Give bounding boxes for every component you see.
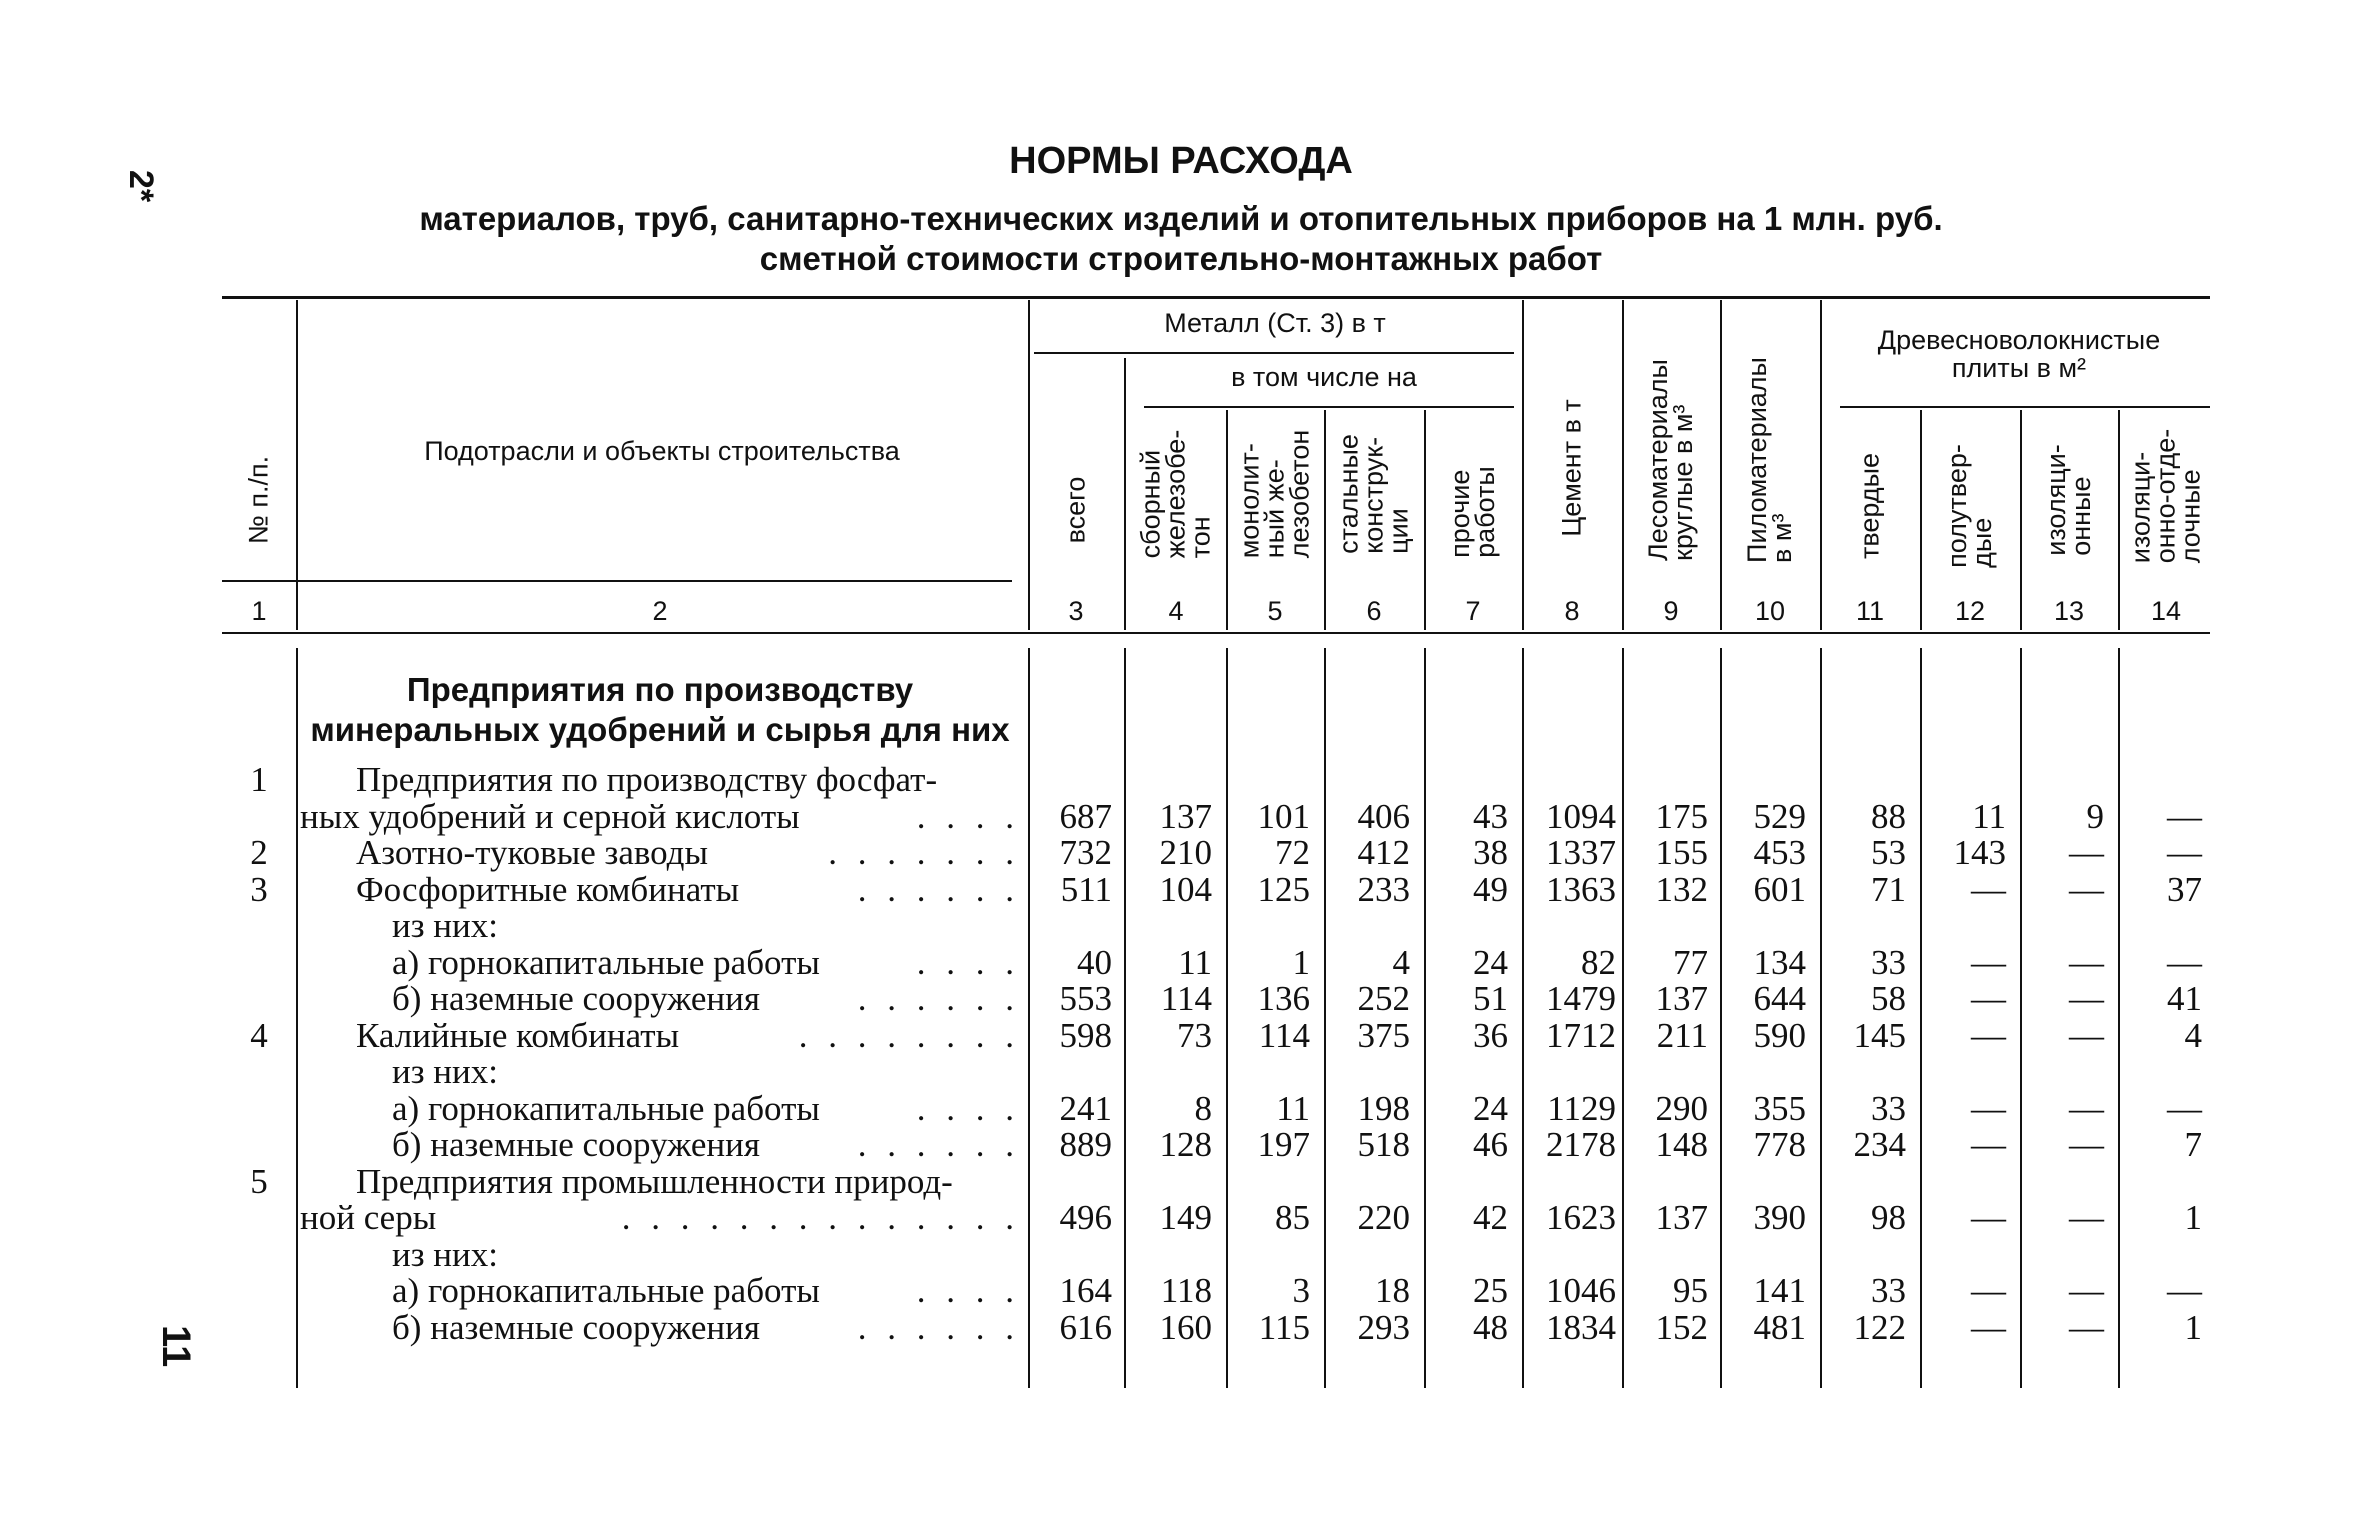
table-cell: 4: [2184, 1015, 2202, 1055]
row-number: 3: [250, 869, 268, 909]
row-name: ной серы: [300, 1198, 437, 1237]
section-title: Предприятия по производству минеральных удобрений и сырья для них: [310, 671, 1010, 748]
table-cell: 1363: [1546, 869, 1616, 909]
leader-dots: . . . .: [916, 942, 1020, 982]
table-cell: 241: [1059, 1088, 1112, 1128]
column-number: 12: [1954, 596, 1986, 626]
table-cell: 114: [1160, 979, 1212, 1018]
table-cell: 46: [1473, 1125, 1508, 1164]
table-cell: 1: [1292, 942, 1310, 982]
table-cell: 375: [1357, 1015, 1410, 1055]
table-cell: —: [2167, 796, 2202, 836]
subgroup-label: из них:: [392, 1052, 498, 1091]
table-cell: 137: [1159, 796, 1212, 836]
table-cell: 101: [1257, 796, 1310, 836]
table-cell: 11: [1276, 1088, 1310, 1128]
table-cell: —: [2167, 1271, 2202, 1310]
table-cell: 137: [1655, 1198, 1708, 1237]
table-cell: 72: [1275, 833, 1310, 872]
leader-dots: . . . . . . . . . . . . . .: [621, 1198, 1020, 1237]
table-cell: 85: [1275, 1198, 1310, 1237]
table-cell: 616: [1059, 1307, 1112, 1347]
table-cell: 234: [1853, 1125, 1906, 1164]
table-cell: 149: [1159, 1198, 1212, 1237]
row-name: а) горнокапитальные работы: [392, 1271, 820, 1310]
table-cell: —: [2069, 979, 2104, 1018]
row-name: Фосфоритные комбинаты: [356, 869, 740, 909]
table-cell: 37: [2167, 869, 2202, 909]
table-cell: 36: [1473, 1015, 1508, 1055]
column-number: 4: [1168, 596, 1184, 626]
table-cell: 18: [1375, 1271, 1410, 1310]
table-cell: 481: [1753, 1307, 1806, 1347]
table-cell: 118: [1160, 1271, 1212, 1310]
table-cell: 1046: [1546, 1271, 1616, 1310]
table-cell: 7: [2184, 1125, 2202, 1164]
header-semihard: полутвер- дые: [1942, 444, 1997, 568]
table-cell: —: [2069, 1125, 2104, 1164]
table-cell: 137: [1655, 979, 1708, 1018]
row-name: а) горнокапитальные работы: [392, 1088, 820, 1128]
table-cell: —: [2069, 833, 2104, 872]
table-cell: —: [1971, 1088, 2006, 1128]
table-cell: 8: [1194, 1088, 1212, 1128]
table-cell: 553: [1059, 979, 1112, 1018]
column-number: 11: [1855, 596, 1885, 626]
table-cell: —: [2069, 1015, 2104, 1055]
table-cell: 40: [1077, 942, 1112, 982]
table-cell: 141: [1753, 1271, 1806, 1310]
row-name: б) наземные сооружения: [392, 1307, 760, 1347]
table-cell: 122: [1853, 1307, 1906, 1347]
column-number: 1: [251, 596, 267, 626]
header-metal-group: Металл (Ст. 3) в т: [1164, 308, 1386, 338]
row-name: б) наземные сооружения: [392, 1125, 760, 1164]
column-number: 2: [652, 596, 668, 626]
table-cell: —: [2069, 1198, 2104, 1237]
table-cell: —: [1971, 942, 2006, 982]
table-cell: 164: [1059, 1271, 1112, 1310]
subtitle-line-2: сметной стоимости строительно-монтажных работ: [759, 240, 1603, 277]
header-round-timber: Лесоматериалы круглые в м³: [1643, 359, 1698, 561]
table-cell: 598: [1059, 1015, 1112, 1055]
table-cell: 293: [1357, 1307, 1410, 1347]
subtitle-line-1: материалов, труб, санитарно-технических изделий и отопительных приборов на 1 млн. руб.: [419, 200, 1943, 237]
table-cell: 233: [1357, 869, 1410, 909]
table-cell: 453: [1753, 833, 1806, 872]
table-cell: 77: [1673, 942, 1708, 982]
header-sawn-timber: Пиломатериалы в м³: [1742, 357, 1797, 563]
column-number: 14: [2150, 596, 2182, 626]
table-cell: 390: [1753, 1198, 1806, 1237]
table-cell: 11: [1178, 942, 1212, 982]
table-cell: 98: [1871, 1198, 1906, 1237]
page-title: НОРМЫ РАСХОДА: [1009, 140, 1353, 182]
table-cell: —: [2167, 942, 2202, 982]
header-total: всего: [1060, 476, 1091, 544]
header-insul-finish: изоляци- онно-отде- лочные: [2125, 428, 2206, 564]
table-cell: 9: [2086, 796, 2104, 836]
table-cell: 125: [1257, 869, 1310, 909]
column-number: 3: [1068, 596, 1084, 626]
table-cell: 518: [1357, 1125, 1410, 1164]
table-cell: 889: [1059, 1125, 1112, 1164]
table-cell: 4: [1392, 942, 1410, 982]
row-number: 2: [250, 833, 268, 872]
header-hard: твердые: [1854, 453, 1885, 559]
table-cell: —: [2069, 1307, 2104, 1347]
table-cell: —: [1971, 1125, 2006, 1164]
leader-dots: . . . . . .: [857, 869, 1020, 909]
table-cell: —: [2069, 942, 2104, 982]
table-cell: 3: [1292, 1271, 1310, 1310]
table-cell: 25: [1473, 1271, 1508, 1310]
table-cell: 42: [1473, 1198, 1508, 1237]
table-cell: 211: [1656, 1015, 1708, 1055]
table-cell: —: [2069, 869, 2104, 909]
table-cell: 58: [1871, 979, 1906, 1018]
leader-dots: . . . . . .: [857, 979, 1020, 1018]
leader-dots: . . . . . . .: [828, 833, 1020, 872]
table-cell: 71: [1871, 869, 1906, 909]
row-name: ных удобрений и серной кислоты: [300, 796, 800, 836]
table-cell: 114: [1258, 1015, 1310, 1055]
column-number: 13: [2053, 596, 2085, 626]
header-metal-subgroup: в том числе на: [1231, 362, 1417, 392]
table-cell: 1: [2184, 1307, 2202, 1347]
row-name: Калийные комбинаты: [356, 1015, 680, 1055]
table-cell: 778: [1753, 1125, 1806, 1164]
table-cell: —: [1971, 1015, 2006, 1055]
table-cell: 1712: [1546, 1015, 1616, 1055]
table-cell: 115: [1258, 1307, 1310, 1347]
table-cell: 198: [1357, 1088, 1410, 1128]
table-cell: —: [2069, 1271, 2104, 1310]
table-cell: 496: [1059, 1198, 1112, 1237]
row-number: 5: [250, 1161, 268, 1201]
table-cell: 175: [1655, 796, 1708, 836]
header-fiber-group: Древесноволокнистые плиты в м²: [1877, 325, 2161, 383]
column-number: 8: [1564, 596, 1580, 626]
table-cell: 155: [1655, 833, 1708, 872]
table-cell: —: [1971, 1198, 2006, 1237]
subgroup-label: из них:: [392, 906, 498, 945]
table-cell: 104: [1159, 869, 1212, 909]
table-cell: 220: [1357, 1198, 1410, 1237]
row-name: а) горнокапитальные работы: [392, 942, 820, 982]
table-cell: 590: [1753, 1015, 1806, 1055]
table-cell: 1129: [1547, 1088, 1616, 1128]
table-cell: 43: [1473, 796, 1508, 836]
table-cell: 134: [1753, 942, 1806, 982]
table-cell: 687: [1059, 796, 1112, 836]
header-col-sub: Подотрасли и объекты строительства: [424, 436, 900, 466]
table-cell: 412: [1357, 833, 1410, 872]
table-cell: —: [1971, 979, 2006, 1018]
table-cell: 732: [1059, 833, 1112, 872]
table-cell: 49: [1473, 869, 1508, 909]
table-cell: 143: [1953, 833, 2006, 872]
table-cell: 128: [1159, 1125, 1212, 1164]
table-cell: 11: [1972, 796, 2006, 836]
table-cell: 1094: [1546, 796, 1616, 836]
table-cell: 24: [1473, 1088, 1508, 1128]
column-number: 5: [1267, 596, 1283, 626]
table-cell: 290: [1655, 1088, 1708, 1128]
leader-dots: . . . .: [916, 796, 1020, 836]
table-cell: 1: [2184, 1198, 2202, 1237]
table-cell: 38: [1473, 833, 1508, 872]
table-cell: —: [2167, 833, 2202, 872]
column-number: 7: [1465, 596, 1481, 626]
table-cell: 601: [1753, 869, 1806, 909]
table-cell: 95: [1673, 1271, 1708, 1310]
header-steel: стальные конструк- ции: [1333, 434, 1414, 554]
table-cell: 210: [1159, 833, 1212, 872]
header-monolith: монолит- ный же- лезобетон: [1234, 429, 1315, 559]
table-cell: 145: [1853, 1015, 1906, 1055]
table-cell: 1623: [1546, 1198, 1616, 1237]
table-cell: 511: [1060, 869, 1112, 909]
table-cell: 529: [1753, 796, 1806, 836]
table-cell: 33: [1871, 1088, 1906, 1128]
table-cell: 136: [1257, 979, 1310, 1018]
table-cell: 2178: [1546, 1125, 1616, 1164]
row-number: 4: [250, 1015, 268, 1055]
table-cell: 355: [1753, 1088, 1806, 1128]
leader-dots: . . . .: [916, 1088, 1020, 1128]
margin-page-bottom: 11: [154, 1325, 198, 1368]
row-name-line1: Предприятия по производству фосфат-: [356, 760, 938, 799]
header-other: прочие работы: [1445, 466, 1500, 558]
table-cell: 197: [1257, 1125, 1310, 1164]
header-cement: Цемент в т: [1556, 399, 1587, 537]
row-name: б) наземные сооружения: [392, 979, 760, 1018]
table-cell: 1337: [1546, 833, 1616, 872]
margin-page-number: 2*: [122, 170, 160, 203]
subgroup-label: из них:: [392, 1234, 498, 1274]
header-prefab: сборный железобе- тон: [1135, 429, 1216, 559]
table-cell: 644: [1753, 979, 1806, 1018]
table-cell: 1834: [1546, 1307, 1616, 1347]
leader-dots: . . . . . .: [857, 1125, 1020, 1164]
row-number: 1: [250, 760, 268, 799]
column-number: 10: [1754, 596, 1786, 626]
table-cell: —: [2167, 1088, 2202, 1128]
row-name-line1: Предприятия промышленности природ-: [356, 1161, 953, 1201]
leader-dots: . . . .: [916, 1271, 1020, 1310]
column-number: 9: [1663, 596, 1679, 626]
column-number: 6: [1366, 596, 1382, 626]
table-cell: 160: [1159, 1307, 1212, 1347]
table-cell: —: [1971, 869, 2006, 909]
header-col-num: № п./п.: [243, 455, 274, 545]
table-cell: 406: [1357, 796, 1410, 836]
header-insulating: изоляци- онные: [2041, 444, 2096, 556]
table-cell: 82: [1581, 942, 1616, 982]
table-cell: 252: [1357, 979, 1410, 1018]
leader-dots: . . . . . . . .: [798, 1015, 1020, 1055]
table-cell: 33: [1871, 1271, 1906, 1310]
row-name: Азотно-туковые заводы: [356, 833, 708, 872]
table-cell: 132: [1655, 869, 1708, 909]
table-cell: 48: [1473, 1307, 1508, 1347]
leader-dots: . . . . . .: [857, 1307, 1020, 1347]
table-cell: —: [1971, 1307, 2006, 1347]
table-cell: 41: [2167, 979, 2202, 1018]
table-cell: —: [2069, 1088, 2104, 1128]
table-cell: 73: [1177, 1015, 1212, 1055]
table-cell: —: [1971, 1271, 2006, 1310]
table-cell: 24: [1473, 942, 1508, 982]
table-cell: 152: [1655, 1307, 1708, 1347]
table-cell: 53: [1871, 833, 1906, 872]
table-cell: 1479: [1546, 979, 1616, 1018]
table-cell: 148: [1655, 1125, 1708, 1164]
table-cell: 88: [1871, 796, 1906, 836]
table-cell: 33: [1871, 942, 1906, 982]
table-cell: 51: [1473, 979, 1508, 1018]
